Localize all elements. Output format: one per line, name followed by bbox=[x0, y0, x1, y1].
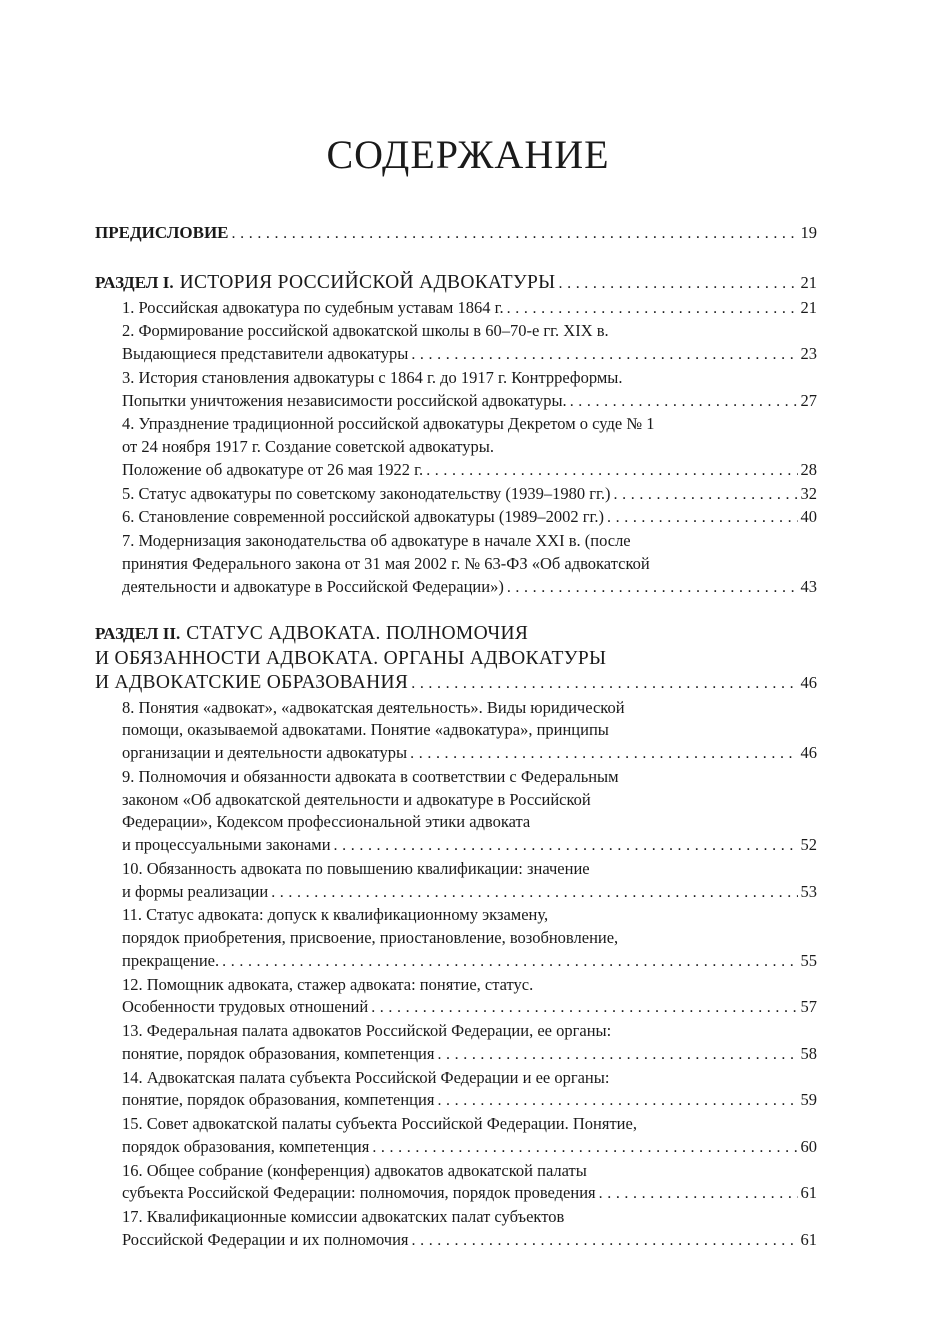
line-text: Выдающиеся представители адвокатуры bbox=[122, 344, 409, 363]
toc-line bbox=[95, 483, 817, 507]
toc-line bbox=[95, 904, 817, 927]
dot-leader bbox=[334, 835, 798, 858]
line-text: 16. Общее собрание (конференция) адвокатов адвокатской палаты bbox=[122, 1160, 587, 1180]
dot-leader bbox=[614, 484, 798, 507]
line-text: Попытки уничтожения независимости российской адвокатуры. bbox=[122, 390, 567, 410]
toc-section-2 bbox=[95, 622, 817, 1253]
dot-leader bbox=[411, 672, 797, 697]
line-text: и формы реализации bbox=[122, 881, 269, 901]
dot-leader bbox=[232, 223, 798, 246]
page-number: 19 bbox=[800, 223, 817, 242]
line-text: понятие, порядок образования, компетенция bbox=[122, 1090, 435, 1110]
line-text: 14. Адвокатская палата субъекта Российской Федерации и ее органы: bbox=[122, 1067, 610, 1087]
toc-entry[interactable] bbox=[95, 1206, 817, 1253]
toc-entry[interactable] bbox=[95, 483, 817, 507]
page-number: 57 bbox=[800, 997, 817, 1017]
page-number: 61 bbox=[800, 1183, 817, 1203]
toc-line bbox=[95, 576, 817, 600]
toc-line bbox=[95, 1089, 817, 1113]
page-number: 21 bbox=[800, 297, 817, 317]
line-text: И ОБЯЗАННОСТИ АДВОКАТА. ОРГАНЫ АДВОКАТУРЫ bbox=[95, 647, 607, 669]
line-text: 5. Статус адвокатуры по советскому законодательству (1939–1980 гг.) bbox=[122, 483, 611, 503]
toc-line bbox=[95, 320, 817, 343]
line-text: от 24 ноября 1917 г. Создание советской адвокатуры. bbox=[122, 437, 495, 456]
line-text: 7. Модернизация законодательства об адвокатуре в начале XXI в. (после bbox=[122, 531, 631, 550]
line-text: 4. Упразднение традиционной российской адвокатуры Декретом о суде № 1 bbox=[122, 414, 655, 434]
toc-line bbox=[95, 647, 817, 672]
line-text: Федерации», Кодексом профессиональной этики адвоката bbox=[122, 812, 531, 832]
toc-line bbox=[95, 834, 817, 858]
page-number: 43 bbox=[800, 576, 817, 596]
page-number: 60 bbox=[800, 1136, 817, 1156]
page-number: 52 bbox=[800, 835, 817, 854]
toc-entry[interactable] bbox=[95, 320, 817, 367]
toc-line bbox=[95, 1067, 817, 1090]
toc-entry[interactable] bbox=[95, 1067, 817, 1114]
dot-leader bbox=[222, 951, 797, 974]
toc-entry[interactable] bbox=[95, 858, 817, 905]
line-text: помощи, оказываемой адвокатами. Понятие «адвокатура», принципы bbox=[122, 720, 609, 740]
page-number: 46 bbox=[800, 743, 817, 762]
page-number: 55 bbox=[800, 950, 817, 970]
toc-line bbox=[95, 622, 817, 647]
page-title: СОДЕРЖАНИЕ bbox=[326, 131, 610, 177]
toc-line bbox=[95, 436, 817, 459]
toc-entry[interactable] bbox=[95, 297, 817, 321]
toc-line bbox=[95, 1229, 817, 1253]
page-number: 53 bbox=[800, 881, 817, 901]
toc-line bbox=[95, 1136, 817, 1160]
dot-leader bbox=[570, 391, 798, 414]
toc-line bbox=[95, 506, 817, 530]
toc-entry[interactable] bbox=[95, 530, 817, 599]
toc-preface[interactable] bbox=[95, 222, 817, 246]
line-text: Российской Федерации и их полномочия bbox=[122, 1229, 409, 1249]
line-text: Особенности трудовых отношений bbox=[122, 997, 369, 1017]
page-number: 59 bbox=[800, 1090, 817, 1110]
toc-line bbox=[95, 297, 817, 321]
toc-line bbox=[95, 553, 817, 576]
toc-entry[interactable] bbox=[95, 974, 817, 1021]
toc-line bbox=[95, 459, 817, 483]
toc-section-1 bbox=[95, 271, 817, 599]
line-text: И АДВОКАТСКИЕ ОБРАЗОВАНИЯ bbox=[95, 672, 409, 693]
line-text: 15. Совет адвокатской палаты субъекта Российской Федерации. Понятие, bbox=[122, 1114, 637, 1133]
dot-leader bbox=[426, 460, 797, 483]
toc-line bbox=[95, 1113, 817, 1136]
dot-leader bbox=[410, 743, 797, 766]
page-number: 23 bbox=[800, 344, 817, 363]
toc-line bbox=[95, 367, 817, 390]
line-text: понятие, порядок образования, компетенция bbox=[122, 1043, 435, 1063]
dot-leader bbox=[412, 1230, 798, 1253]
toc-line bbox=[95, 271, 817, 297]
page-number: 58 bbox=[800, 1043, 817, 1063]
line-text: 12. Помощник адвоката, стажер адвоката: понятие, статус. bbox=[122, 974, 534, 994]
line-text: организации и деятельности адвокатуры bbox=[122, 743, 408, 762]
page-number: 40 bbox=[800, 507, 817, 527]
page-number: 21 bbox=[800, 273, 817, 292]
dot-leader bbox=[559, 272, 798, 297]
page-number: 28 bbox=[800, 459, 817, 479]
dot-leader bbox=[507, 298, 798, 321]
line-text: деятельности и адвокатуре в Российской Федерации») bbox=[122, 576, 504, 596]
section-heading[interactable] bbox=[95, 271, 817, 297]
toc-line bbox=[95, 1160, 817, 1183]
line-text: порядок приобретения, присвоение, приостановление, возобновление, bbox=[122, 928, 619, 947]
line-text: СТАТУС АДВОКАТА. ПОЛНОМОЧИЯ bbox=[186, 623, 529, 644]
dot-leader bbox=[437, 1044, 797, 1067]
page-number: 27 bbox=[800, 390, 817, 410]
line-text: 11. Статус адвоката: допуск к квалификационному экзамену, bbox=[122, 905, 549, 925]
toc-line bbox=[95, 1206, 817, 1229]
line-text: 10. Обязанность адвоката по повышению квалификации: значение bbox=[122, 858, 590, 878]
dot-leader bbox=[507, 577, 798, 600]
toc-line bbox=[95, 719, 817, 742]
toc-line bbox=[95, 1043, 817, 1067]
toc-line bbox=[95, 1020, 817, 1043]
page-number: 46 bbox=[800, 673, 817, 692]
dot-leader bbox=[599, 1183, 798, 1206]
section-label: РАЗДЕЛ II. bbox=[95, 624, 181, 643]
dot-leader bbox=[411, 344, 797, 367]
toc-line bbox=[95, 881, 817, 905]
dot-leader bbox=[437, 1090, 797, 1113]
line-text: 6. Становление современной российской адвокатуры (1989–2002 гг.) bbox=[122, 507, 605, 527]
toc-entry[interactable] bbox=[95, 1160, 817, 1207]
toc-entry[interactable] bbox=[95, 367, 817, 414]
line-text: 3. История становления адвокатуры с 1864 г. до 1917 г. Контрреформы. bbox=[122, 367, 623, 387]
line-text: 1. Российская адвокатура по судебным уставам 1864 г. bbox=[122, 297, 504, 317]
preface-label: ПРЕДИСЛОВИЕ bbox=[95, 223, 229, 242]
line-text: принятия Федерального закона от 31 мая 2002 г. № 63-ФЗ «Об адвокатской bbox=[122, 553, 650, 573]
toc-entry[interactable] bbox=[95, 697, 817, 766]
toc-entry[interactable] bbox=[95, 1113, 817, 1160]
toc-line bbox=[95, 697, 817, 720]
section-label: РАЗДЕЛ I. bbox=[95, 273, 174, 292]
toc-entry[interactable] bbox=[95, 766, 817, 858]
line-text: 2. Формирование российской адвокатской школы в 60–70-е гг. XIX в. bbox=[122, 321, 609, 341]
toc-line bbox=[95, 343, 817, 367]
dot-leader bbox=[371, 997, 797, 1020]
line-text: субъекта Российской Федерации: полномочия, порядок проведения bbox=[122, 1183, 596, 1203]
line-text: ИСТОРИЯ РОССИЙСКОЙ АДВОКАТУРЫ bbox=[179, 272, 556, 293]
dot-leader bbox=[607, 507, 797, 530]
line-text: прекращение. bbox=[122, 950, 220, 970]
toc-line bbox=[95, 766, 817, 789]
toc-line bbox=[95, 996, 817, 1020]
dot-leader bbox=[271, 882, 797, 905]
line-text: законом «Об адвокатской деятельности и адвокатуре в Российской bbox=[122, 789, 591, 809]
toc-line bbox=[95, 1182, 817, 1206]
line-text: и процессуальными законами bbox=[122, 835, 331, 854]
page-number: 61 bbox=[800, 1229, 817, 1249]
toc-line bbox=[95, 927, 817, 950]
toc-entry[interactable] bbox=[95, 1020, 817, 1067]
toc-line bbox=[95, 530, 817, 553]
toc-line bbox=[95, 950, 817, 974]
line-text: 8. Понятия «адвокат», «адвокатская деятельность». Виды юридической bbox=[122, 697, 625, 717]
line-text: порядок образования, компетенция bbox=[122, 1136, 370, 1156]
toc-entry[interactable] bbox=[95, 413, 817, 482]
section-heading[interactable] bbox=[95, 622, 817, 697]
toc-line bbox=[95, 789, 817, 812]
toc-entry[interactable] bbox=[95, 506, 817, 530]
toc-line bbox=[95, 390, 817, 414]
toc-line bbox=[95, 811, 817, 834]
toc-line bbox=[95, 858, 817, 881]
dot-leader bbox=[372, 1137, 797, 1160]
line-text: 13. Федеральная палата адвокатов Российской Федерации, ее органы: bbox=[122, 1021, 612, 1040]
toc-entry[interactable] bbox=[95, 904, 817, 973]
toc-line bbox=[95, 974, 817, 997]
line-text: 17. Квалификационные комиссии адвокатских палат субъектов bbox=[122, 1207, 565, 1226]
toc-line bbox=[95, 742, 817, 766]
line-text: 9. Полномочия и обязанности адвоката в соответствии с Федеральным bbox=[122, 766, 619, 786]
line-text: Положение об адвокатуре от 26 мая 1922 г. bbox=[122, 459, 424, 479]
toc-line bbox=[95, 413, 817, 436]
toc-line bbox=[95, 671, 817, 697]
page-number: 32 bbox=[800, 483, 817, 503]
